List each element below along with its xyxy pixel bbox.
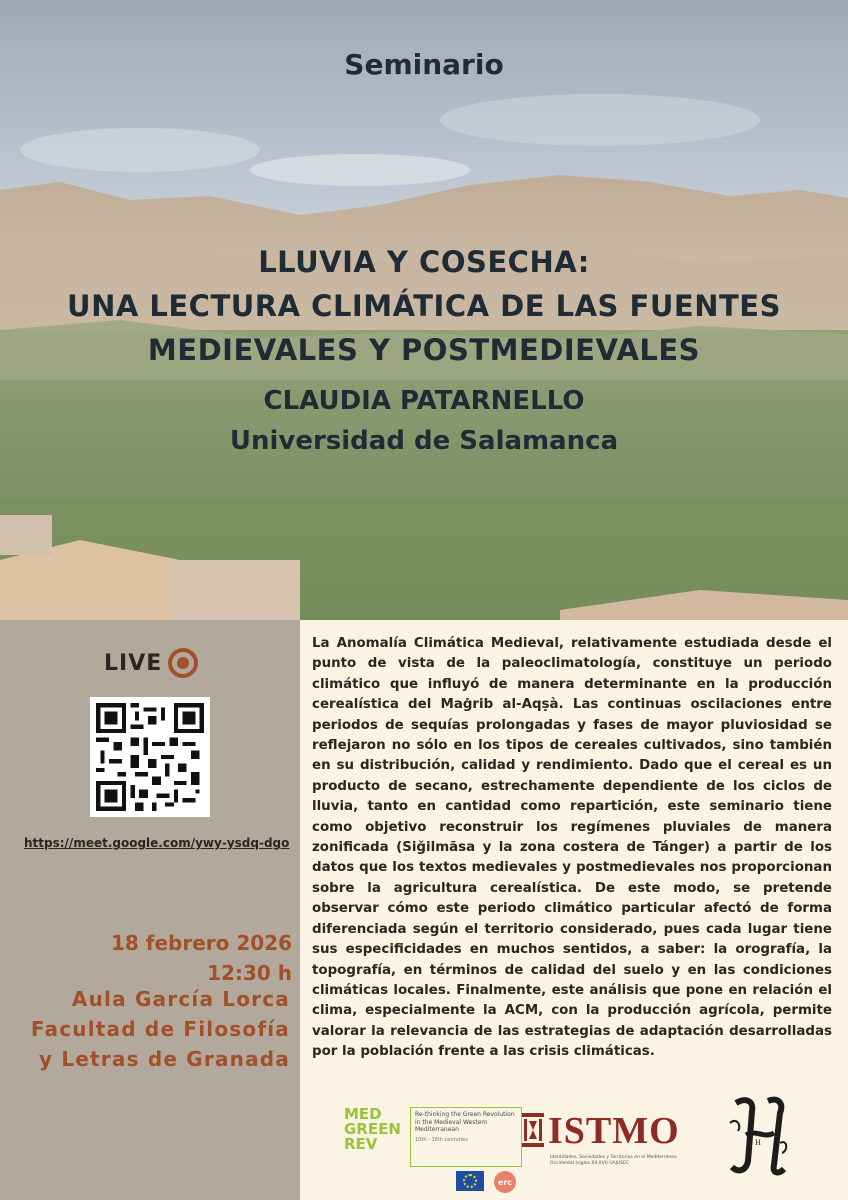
event-kicker: Seminario xyxy=(344,48,504,81)
istmo-subtitle: Identidades, Sociedades y Territorios en el Mediterráneo Occidental (siglos XII-XVI) UAJUSEC xyxy=(550,1155,677,1166)
seminar-abstract: La Anomalía Climática Medieval, relativamente estudiada desde el punto de vista de la paleoclimatología, constituye un periodo climático que influyó de manera determinante en la producción cerealística del Maġrib al-Aqṣà. Las continuas oscilaciones entre periodos de sequías prolongadas y fases de mayor pluviosidad se reflejaron no sólo en los tipos de cereales cultivados, sino también en su distribución, calidad y rendimiento. Dado que el cereal es un producto de secano, estrechamente dependiente de los ciclos de lluvia, tanto en cantidad como repartición, este seminario tiene como objetivo reconstruir los regímenes pluviales de manera zonificada (Siǧilmāsa y la zona costera de Tánger) a partir de los datos que los textos medievales y postmedievales nos proporcionan sobre la agricultura cerealística. De este modo, se pretende observar cómo este periodo climático particular afectó de forma diferenciada según el territorio considerado, pues cada lugar tiene sus especificidades en muchos sentidos, a saber: la orografía, la topografía, en términos de calidad del suelo y en las condiciones climáticas locales. Finalmente, este análisis que pone en relación el clima, especialmente la ACM, con la producción agrícola, permite valorar la relevancia de las estrategias de adaptación desarrolladas por la población frente a las crisis climáticas. xyxy=(312,636,832,1060)
medgreenrev-mark xyxy=(344,1107,408,1152)
live-label: LIVE xyxy=(104,650,163,676)
seminar-title xyxy=(40,240,808,372)
medgreenrev-period: 10th - 16th centuries xyxy=(415,1136,468,1143)
event-date: 18 febrero 2026 xyxy=(110,931,292,955)
sponsor-logos xyxy=(300,1095,848,1200)
qr-code[interactable] xyxy=(90,697,210,817)
speaker-affiliation: Universidad de Salamanca xyxy=(229,426,619,456)
medgreenrev-tagline-box xyxy=(410,1107,522,1167)
mark-line: GREEN xyxy=(344,1120,401,1138)
mark-line: REV xyxy=(344,1135,378,1153)
meeting-link[interactable]: https://meet.google.com/ywy-ysdq-dgo xyxy=(24,836,290,850)
eu-flag-icon xyxy=(456,1171,484,1191)
live-record-icon xyxy=(168,648,198,678)
istmo-wordmark: ISTMO xyxy=(548,1110,680,1152)
title-line: MEDIEVALES Y POSTMEDIEVALES xyxy=(147,333,701,367)
event-time: 12:30 h xyxy=(207,961,292,985)
event-schedule xyxy=(111,928,292,988)
event-venue xyxy=(8,984,290,1074)
medgreenrev-logo xyxy=(344,1107,526,1187)
live-indicator xyxy=(104,648,198,678)
title-line: LLUVIA Y COSECHA: xyxy=(258,245,590,279)
erc-logo: erc xyxy=(494,1171,516,1193)
qr-code-icon xyxy=(96,703,204,811)
h-logo-letter: H xyxy=(755,1138,761,1147)
venue-line: Aula García Lorca xyxy=(71,987,290,1011)
istmo-emblem-icon xyxy=(522,1113,544,1147)
h-monogram-logo xyxy=(726,1095,790,1177)
mark-line: MED xyxy=(344,1105,382,1123)
medgreenrev-tagline: Re-thinking the Green Revolution in the Medieval Western Mediterranean xyxy=(415,1111,515,1133)
title-line: UNA LECTURA CLIMÁTICA DE LAS FUENTES xyxy=(67,289,781,323)
speaker-name: CLAUDIA PATARNELLO xyxy=(263,386,585,416)
venue-line: Facultad de Filosofía xyxy=(30,1017,290,1041)
venue-line: y Letras de Granada xyxy=(38,1047,290,1071)
istmo-logo xyxy=(522,1109,704,1179)
